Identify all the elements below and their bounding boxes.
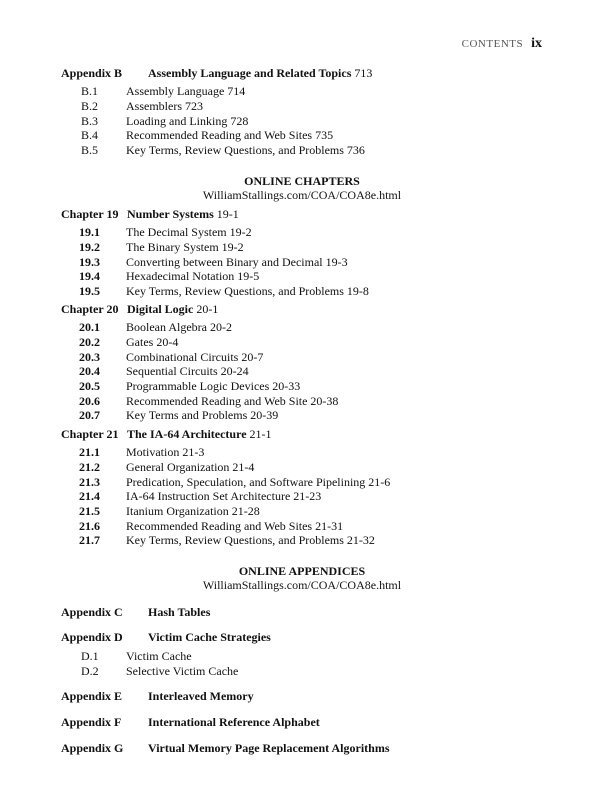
entry-title: The Binary System 19-2 xyxy=(126,240,244,254)
appendix-d-heading xyxy=(61,630,271,645)
entry-title: General Organization 21-4 xyxy=(126,460,255,474)
entry-number: D.2 xyxy=(81,664,99,678)
appendix-f-number: Appendix F xyxy=(61,715,122,729)
entry-number: 20.4 xyxy=(79,364,100,378)
appendix-e-number: Appendix E xyxy=(61,689,123,703)
chapter-20-page: 20-1 xyxy=(196,302,219,316)
appendix-g-heading xyxy=(61,741,390,756)
running-head-label: CONTENTS xyxy=(461,38,524,50)
chapter-19-heading xyxy=(61,207,239,222)
online-appendices-title: ONLINE APPENDICES xyxy=(238,564,366,578)
entry-title: Combinational Circuits 20-7 xyxy=(126,350,264,364)
entry-title: Assembly Language 714 xyxy=(126,84,246,98)
appendix-b-page: 713 xyxy=(354,66,373,80)
entry-title: Itanium Organization 21-28 xyxy=(126,504,260,518)
entry-number: 20.3 xyxy=(79,350,100,364)
entry-number: B.3 xyxy=(81,114,99,128)
online-appendices-url[interactable]: WilliamStallings.com/COA/COA8e.html xyxy=(202,578,402,592)
appendix-e-heading xyxy=(61,689,254,704)
appendix-b-title: Assembly Language and Related Topics xyxy=(148,66,352,80)
chapter-19-page: 19-1 xyxy=(216,207,239,221)
entry-number: 21.5 xyxy=(79,504,100,518)
entry-number: 20.7 xyxy=(79,408,100,422)
entry-number: 19.3 xyxy=(79,255,100,269)
online-chapters-title: ONLINE CHAPTERS xyxy=(244,174,360,188)
entry-number: 19.1 xyxy=(79,225,100,239)
chapter-20-heading xyxy=(61,302,218,317)
entry-title: Recommended Reading and Web Sites 21-31 xyxy=(126,519,344,533)
appendix-g-number: Appendix G xyxy=(61,741,124,755)
appendix-c-title: Hash Tables xyxy=(148,605,211,619)
entry-title: Converting between Binary and Decimal 19-3 xyxy=(126,255,348,269)
appendix-g-title: Virtual Memory Page Replacement Algorithms xyxy=(148,741,390,755)
entry-number: 19.2 xyxy=(79,240,100,254)
appendix-c-heading xyxy=(61,605,210,620)
chapter-19-title: Number Systems xyxy=(127,207,214,221)
entry-number: 20.6 xyxy=(79,394,100,408)
entry-title: Victim Cache xyxy=(126,649,192,663)
chapter-20-title: Digital Logic xyxy=(127,302,194,316)
entry-number: 21.2 xyxy=(79,460,100,474)
entry-number: 21.6 xyxy=(79,519,100,533)
entry-title: Loading and Linking 728 xyxy=(126,114,249,128)
entry-title: Key Terms, Review Questions, and Problems 736 xyxy=(126,143,365,157)
entry-title: The Decimal System 19-2 xyxy=(126,225,252,239)
entry-number: 19.5 xyxy=(79,284,100,298)
page-number: ix xyxy=(531,36,542,51)
entry-number: 19.4 xyxy=(79,269,100,283)
entry-title: Key Terms and Problems 20-39 xyxy=(126,408,279,422)
appendix-f-title: International Reference Alphabet xyxy=(148,715,320,729)
entry-title: Motivation 21-3 xyxy=(126,445,205,459)
chapter-19-number: Chapter 19 xyxy=(61,207,119,221)
entry-number: 20.1 xyxy=(79,320,100,334)
chapter-21-title: The IA-64 Architecture xyxy=(127,427,247,441)
appendix-e-title: Interleaved Memory xyxy=(148,689,254,703)
entry-title: Key Terms, Review Questions, and Problems 19-8 xyxy=(126,284,369,298)
entry-number: 21.4 xyxy=(79,489,100,503)
entry-number: 20.5 xyxy=(79,379,100,393)
running-head xyxy=(462,36,542,52)
entry-title: Assemblers 723 xyxy=(126,99,203,113)
entry-number: D.1 xyxy=(81,649,99,663)
appendix-c-number: Appendix C xyxy=(61,605,123,619)
entry-number: 21.3 xyxy=(79,475,100,489)
entry-title: Sequential Circuits 20-24 xyxy=(126,364,249,378)
entry-number: 21.1 xyxy=(79,445,100,459)
appendix-d-title: Victim Cache Strategies xyxy=(148,630,271,644)
entry-title: Recommended Reading and Web Site 20-38 xyxy=(126,394,339,408)
entry-number: B.2 xyxy=(81,99,99,113)
chapter-21-page: 21-1 xyxy=(249,427,272,441)
appendix-b-heading xyxy=(61,66,372,81)
entry-title: Programmable Logic Devices 20-33 xyxy=(126,379,301,393)
entry-title: Predication, Speculation, and Software Pipelining 21-6 xyxy=(126,475,391,489)
online-chapters-url[interactable]: WilliamStallings.com/COA/COA8e.html xyxy=(202,188,402,202)
entry-title: Key Terms, Review Questions, and Problems 21-32 xyxy=(126,533,375,547)
entry-number: B.4 xyxy=(81,128,99,142)
chapter-21-heading xyxy=(61,427,272,442)
entry-number: 21.7 xyxy=(79,533,100,547)
entry-title: Gates 20-4 xyxy=(126,335,179,349)
entry-number: B.5 xyxy=(81,143,99,157)
entry-title: IA-64 Instruction Set Architecture 21-23 xyxy=(126,489,322,503)
entry-title: Boolean Algebra 20-2 xyxy=(126,320,232,334)
chapter-21-number: Chapter 21 xyxy=(61,427,119,441)
appendix-f-heading xyxy=(61,715,320,730)
chapter-20-number: Chapter 20 xyxy=(61,302,119,316)
entry-title: Hexadecimal Notation 19-5 xyxy=(126,269,260,283)
entry-title: Recommended Reading and Web Sites 735 xyxy=(126,128,334,142)
appendix-b-number: Appendix B xyxy=(61,66,123,80)
entry-number: B.1 xyxy=(81,84,99,98)
entry-title: Selective Victim Cache xyxy=(126,664,239,678)
entry-number: 20.2 xyxy=(79,335,100,349)
appendix-d-number: Appendix D xyxy=(61,630,123,644)
